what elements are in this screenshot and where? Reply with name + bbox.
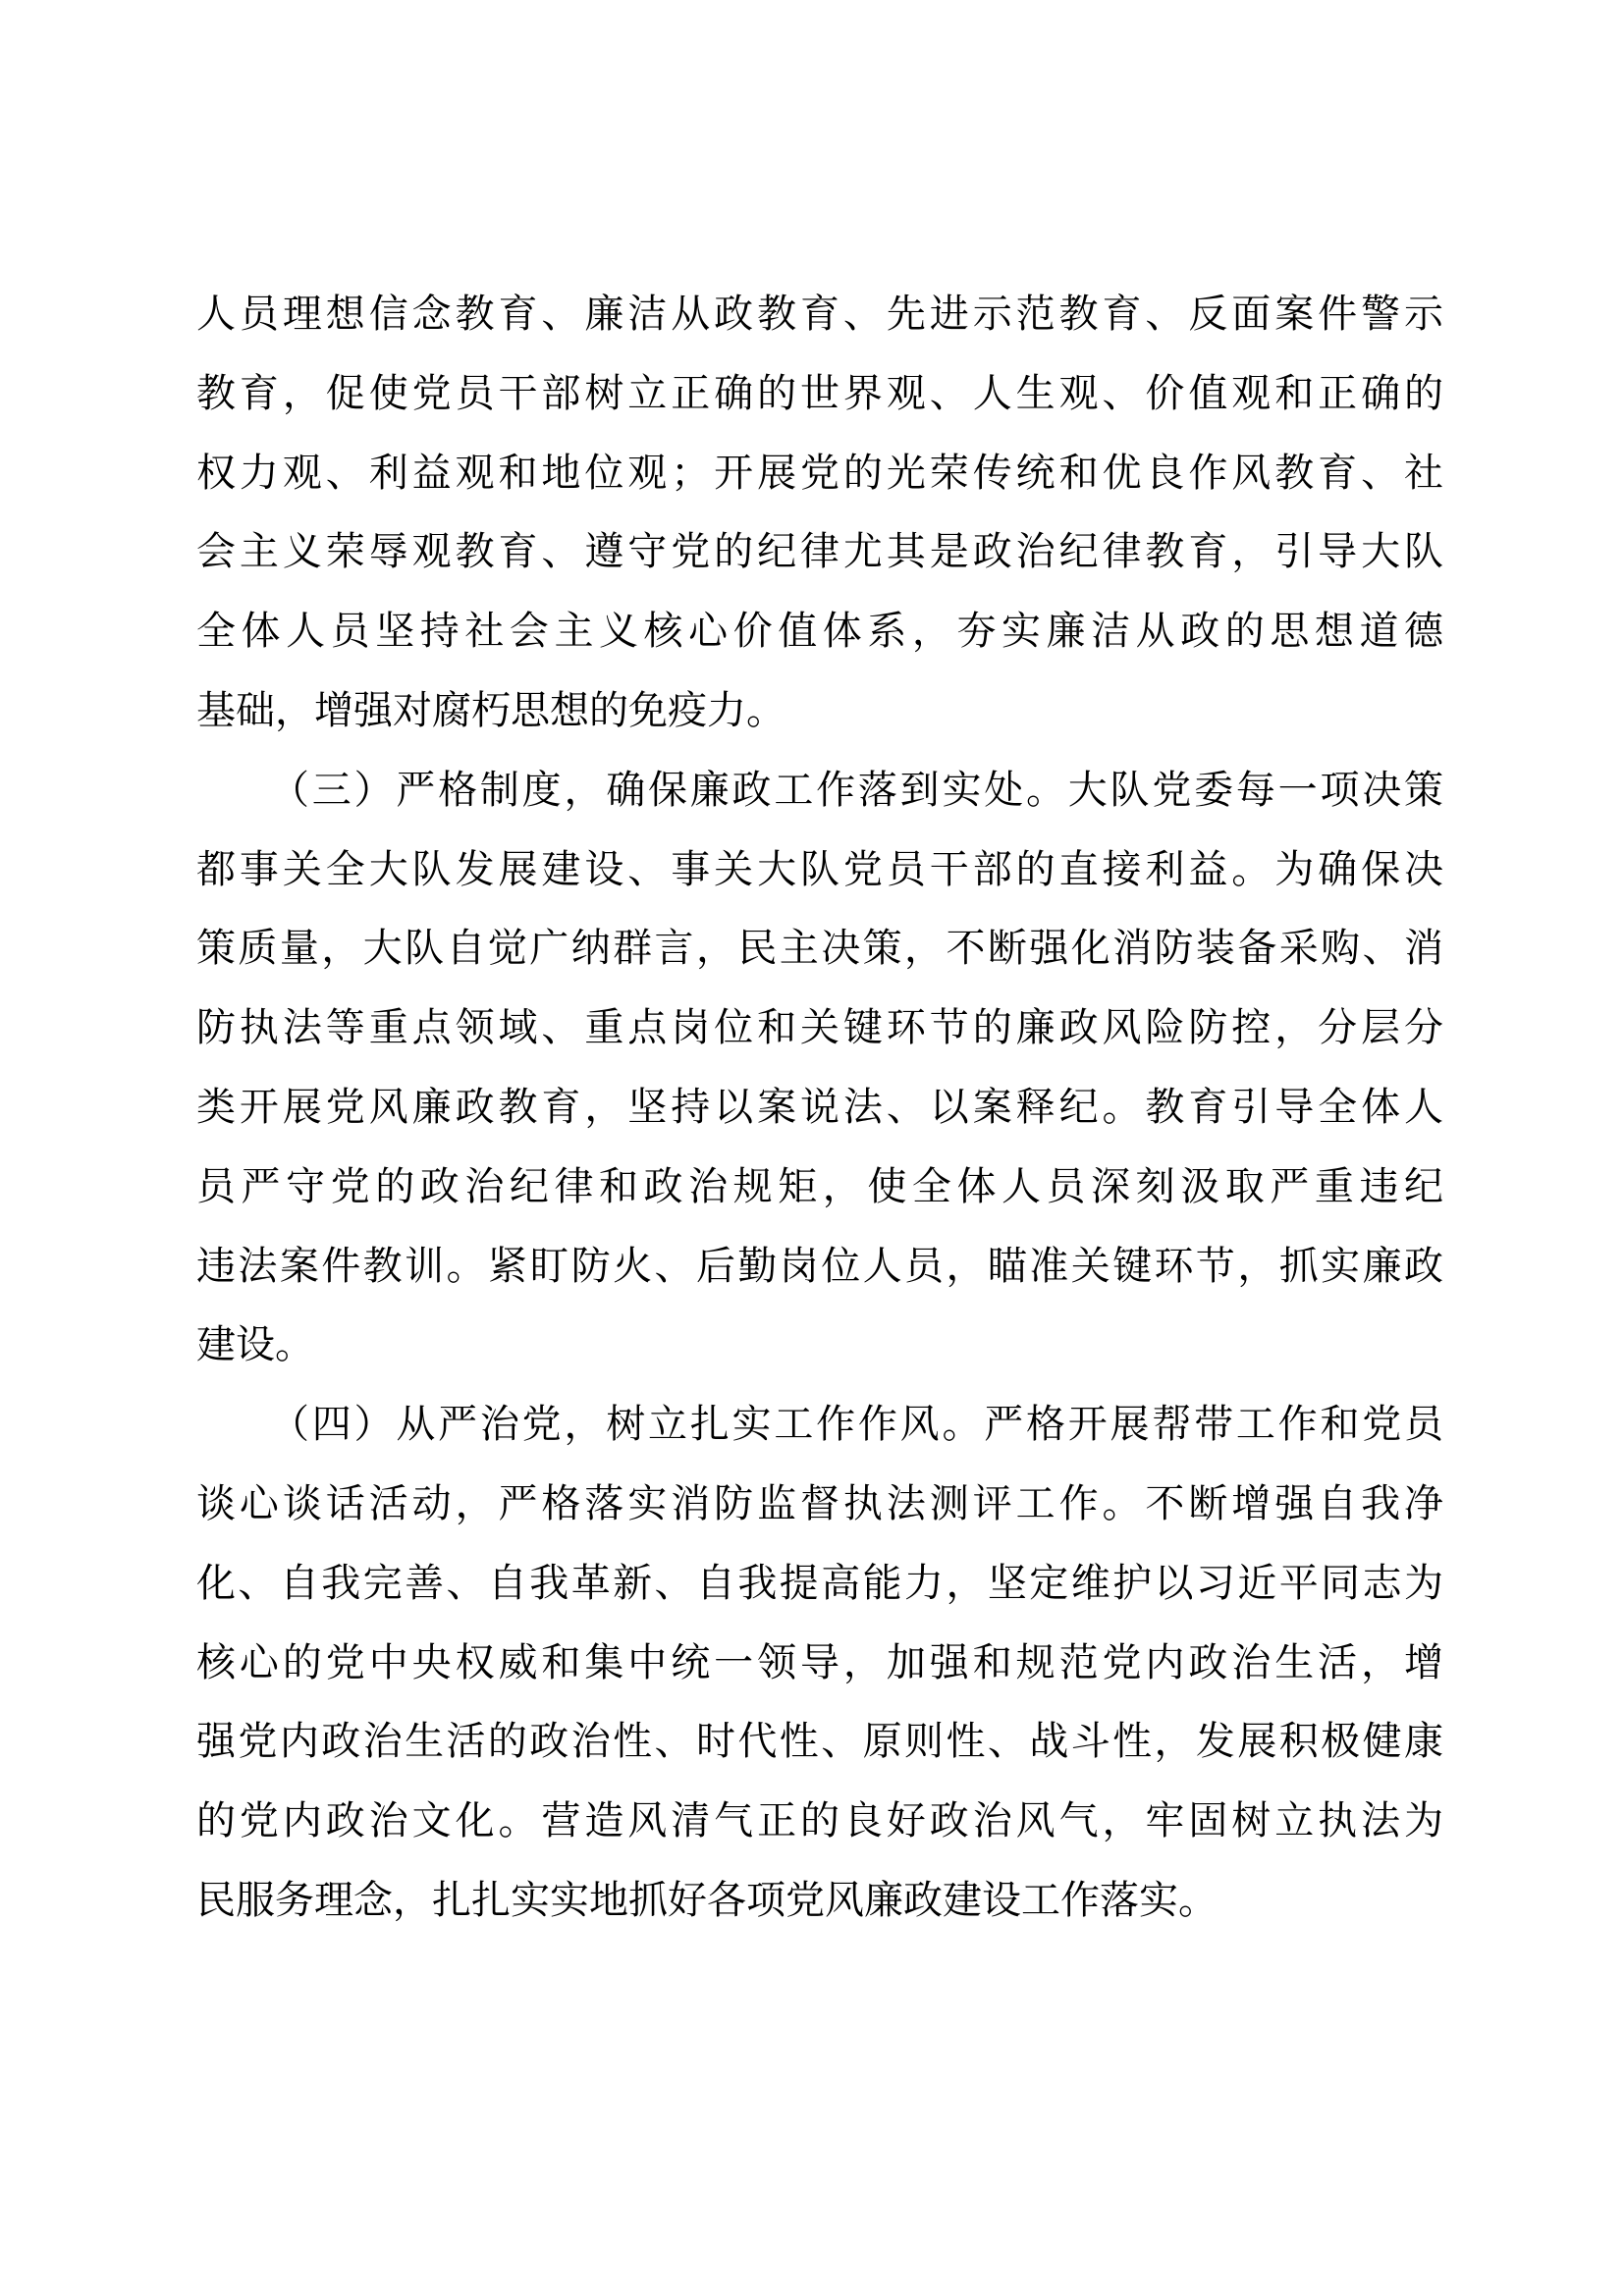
- paragraph-education: [196, 275, 1443, 751]
- text-line: 会主义荣辱观教育、遵守党的纪律尤其是政治纪律教育，引导大队: [196, 529, 1443, 575]
- section-heading-line: （三）严格制度，确保廉政工作落到实处。大队党委每一项决策: [270, 767, 1443, 813]
- text-line: 基础，增强对腐朽思想的免疫力。: [196, 687, 785, 733]
- text-line: 人员理想信念教育、廉洁从政教育、先进示范教育、反面案件警示: [196, 292, 1443, 337]
- text-line: 类开展党风廉政教育，坚持以案说法、以案释纪。教育引导全体人: [196, 1084, 1443, 1130]
- text-line: 谈心谈话活动，严格落实消防监督执法测评工作。不断增强自我净: [196, 1480, 1443, 1526]
- text-line: 化、自我完善、自我革新、自我提高能力，坚定维护以习近平同志为: [196, 1560, 1443, 1606]
- text-line: 的党内政治文化。营造风清气正的良好政治风气，牢固树立执法为: [196, 1798, 1443, 1844]
- text-line: 权力观、利益观和地位观；开展党的光荣传统和优良作风教育、社: [196, 450, 1443, 496]
- text-line: 民服务理念，扎扎实实地抓好各项党风廉政建设工作落实。: [196, 1877, 1218, 1923]
- text-line: 策质量，大队自觉广纳群言，民主决策，不断强化消防装备采购、消: [196, 926, 1443, 972]
- document-page: [196, 275, 1443, 1941]
- text-line: 违法案件教训。紧盯防火、后勤岗位人员，瞄准关键环节，抓实廉政: [196, 1243, 1443, 1289]
- text-line: 建设。: [196, 1322, 314, 1368]
- text-line: 员严守党的政治纪律和政治规矩，使全体人员深刻汲取严重违纪: [196, 1163, 1443, 1209]
- paragraph-section-3: [196, 751, 1443, 1385]
- text-line: 核心的党中央权威和集中统一领导，加强和规范党内政治生活，增: [196, 1639, 1443, 1685]
- text-line: 全体人员坚持社会主义核心价值体系，夯实廉洁从政的思想道德: [196, 609, 1443, 655]
- text-line: 防执法等重点领域、重点岗位和关键环节的廉政风险防控，分层分: [196, 1005, 1443, 1051]
- paragraph-section-4: [196, 1385, 1443, 1941]
- text-line: 强党内政治生活的政治性、时代性、原则性、战斗性，发展积极健康: [196, 1719, 1443, 1765]
- text-line: 教育，促使党员干部树立正确的世界观、人生观、价值观和正确的: [196, 370, 1443, 416]
- section-heading-line: （四）从严治党，树立扎实工作作风。严格开展帮带工作和党员: [270, 1402, 1443, 1448]
- text-line: 都事关全大队发展建设、事关大队党员干部的直接利益。为确保决: [196, 846, 1443, 892]
